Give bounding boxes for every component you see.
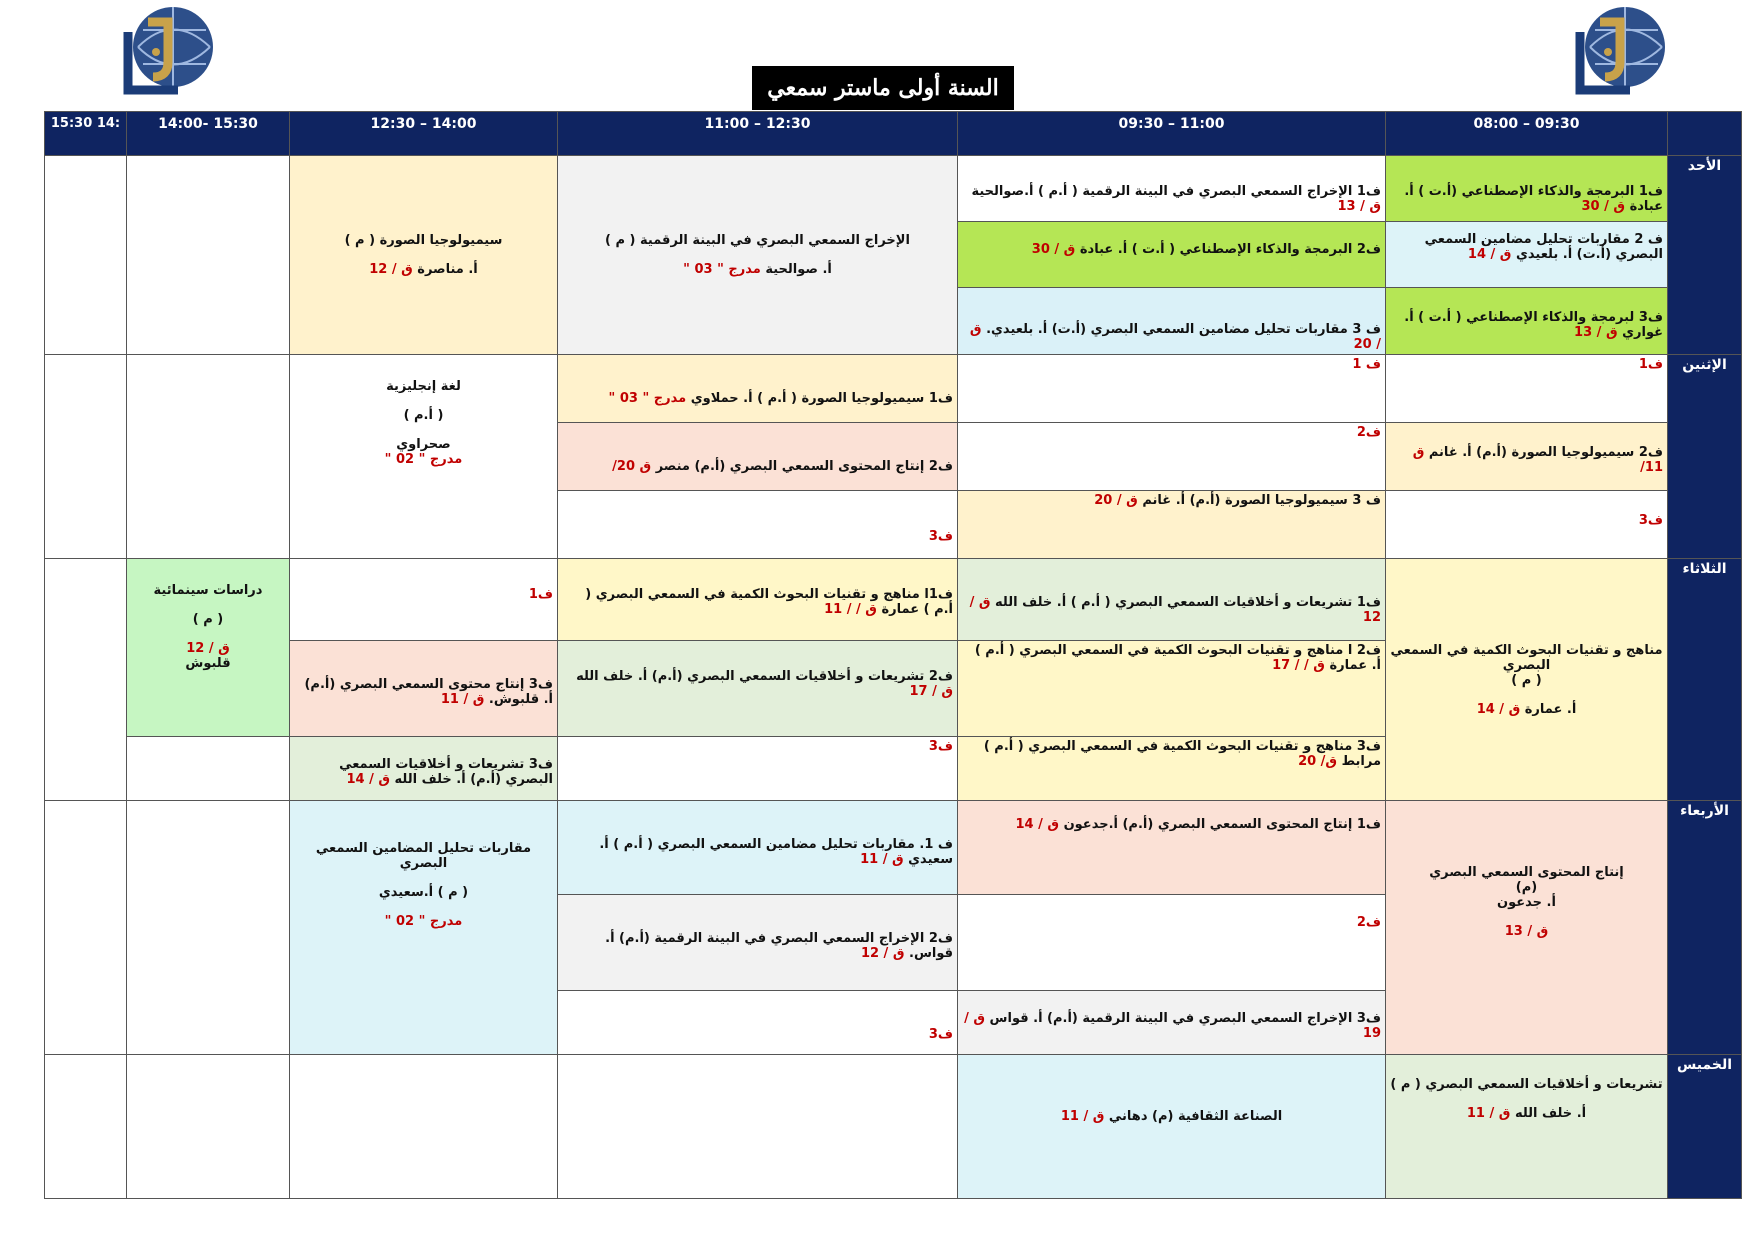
teacher: أ. صوالحية [765, 262, 832, 277]
sun-slot1-group1 [1386, 156, 1668, 222]
sun-slot4-lecture [290, 156, 558, 355]
room: مدرج " 03 " [683, 262, 761, 277]
course-text: الإخراج السمعي البصري في البينة الرقمية ( م ) [605, 233, 910, 248]
tue-slot4-group2 [290, 641, 558, 737]
mon-slot3-group3 [558, 491, 958, 559]
course-text: ف3 إنتاج محتوى السمعي البصري (أ.م) أ. قلبوش. [304, 677, 553, 707]
course-text: مقاربات تحليل المضامين السمعي البصري [315, 841, 532, 871]
day-thursday: الخميس [1668, 1055, 1742, 1199]
course-text: ف2 البرمجة والذكاء الإصطناعي ( أ.ت ) أ. عبادة [1079, 242, 1381, 257]
room: مدرج " 02 " [384, 452, 463, 467]
room: مدرج " 02 " [384, 914, 463, 929]
mon-slot5-empty [127, 355, 290, 559]
course-text: ف2 [1356, 915, 1381, 930]
course-text: ف3 [1638, 513, 1663, 528]
thursday-row [45, 1055, 1742, 1199]
tue-slot3-group2 [558, 641, 958, 737]
room: ق / 12 [969, 595, 1381, 625]
mon-slot1-group2 [1386, 423, 1668, 491]
mon-slot1-group1 [1386, 355, 1668, 423]
sun-slot2-group1 [958, 156, 1386, 222]
mon-slot3-group1 [558, 355, 958, 423]
time-slot-4: 14:00 – 12:30 [290, 112, 558, 156]
wed-slot6-empty [45, 801, 127, 1055]
room: ق 11/ [1412, 445, 1663, 475]
course-text: ف 1. مقاربات تحليل مضامين السمعي البصري ( أ.م ) أ. سعيدي [599, 837, 953, 867]
course-text: ف3 [928, 739, 953, 754]
course-text: ف1 إنتاج المحتوى السمعي البصري (أ.م) أ.جدعون [1063, 817, 1381, 832]
wed-slot2-group1 [958, 801, 1386, 895]
mon-slot2-group2 [958, 423, 1386, 491]
tue-slot5-empty [127, 737, 290, 801]
day-wednesday: الأربعاء [1668, 801, 1742, 1055]
room: ق / 12 [186, 641, 230, 656]
sun-slot2-group2 [958, 222, 1386, 288]
tue-slot4-group3 [290, 737, 558, 801]
thu-slot1-lecture [1386, 1055, 1668, 1199]
room: ق / 11 [1466, 1106, 1511, 1121]
tue-slot3-group3 [558, 737, 958, 801]
course-text: ف1 سيميولوجيا الصورة ( أ.م ) أ. حملاوي [690, 391, 953, 406]
time-slot-2: 11:00 – 09:30 [958, 112, 1386, 156]
tue-slot6-empty [45, 559, 127, 801]
lecture-type: ( م ) [1511, 672, 1542, 688]
room: ق / 13 [1337, 199, 1381, 214]
wed-slot3-group2 [558, 895, 958, 991]
thu-slot2-lecture [958, 1055, 1386, 1199]
thu-slot6-empty [45, 1055, 127, 1199]
course-text: ف3 [928, 529, 953, 544]
room: ق 20/ [612, 459, 652, 474]
university-logo-right [1570, 2, 1670, 102]
sun-slot6-empty [45, 156, 127, 355]
room: ق / 13 [1504, 924, 1549, 939]
mon-slot1-group3 [1386, 491, 1668, 559]
tue-slot1-lecture [1386, 559, 1668, 801]
room: ق / 14 [1467, 247, 1512, 262]
course-text: ف1 [1638, 357, 1663, 372]
tue-slot3-group1 [558, 559, 958, 641]
tue-slot2-group3 [958, 737, 1386, 801]
room: ق / 17 [909, 684, 953, 699]
course-text: لغة إنجليزية [386, 379, 461, 394]
course-text: ف2 [1356, 425, 1381, 440]
wed-slot1-lecture [1386, 801, 1668, 1055]
monday-row-1 [45, 355, 1742, 423]
room: ق / 14 [346, 772, 391, 787]
room: ق / 20 [969, 322, 1381, 352]
room: ق/ 20 [1298, 754, 1338, 769]
wednesday-row-1 [45, 801, 1742, 895]
mon-slot2-group3 [958, 491, 1386, 559]
sun-slot1-group2 [1386, 222, 1668, 288]
course-text: ف 1 [1352, 357, 1381, 372]
course-text: ف1ا مناهج و تقنيات البحوث الكمية في السمعي البصري ( أ.م ) عمارة [585, 587, 953, 617]
course-text: سيميولوجيا الصورة ( م ) [344, 233, 503, 248]
wed-slot2-group2 [958, 895, 1386, 991]
room: ق / 11 [440, 692, 485, 707]
wed-slot3-group1 [558, 801, 958, 895]
teacher: أ. خلف الله [1514, 1106, 1587, 1121]
room: ق / / 17 [1272, 658, 1325, 673]
room: ق / 20 [1094, 493, 1138, 508]
teacher: أ. عمارة [1524, 701, 1577, 717]
lecture-type: ( أ.م ) [403, 408, 444, 423]
course-text: ف2 الإخراج السمعي البصري في البينة الرقمية (أ.م) أ. قواس. [605, 931, 953, 961]
course-text: تشريعات و أخلاقيات السمعي البصري ( م ) [1390, 1077, 1663, 1092]
sun-slot1-group3 [1386, 288, 1668, 355]
room: ق / / 11 [824, 602, 877, 617]
time-slot-5: 15:30 -14:00 [127, 112, 290, 156]
course-text: ف2 ا مناهج و تقنيات البحوث الكمية في السمعي البصري ( أ.م ) أ. عمارة [974, 643, 1381, 673]
course-text: ف3 الإخراج السمعي البصري في البينة الرقمية (أ.م) أ. قواس [989, 1011, 1381, 1026]
page-title: السنة أولى ماستر سمعي [752, 66, 1014, 110]
tuesday-row-1 [45, 559, 1742, 641]
tue-slot2-group2 [958, 641, 1386, 737]
time-header-row [45, 112, 1742, 156]
course-text: ف1 الإخراج السمعي البصري في البينة الرقمية ( أ.م ) أ.صوالحية [971, 184, 1381, 199]
course-text: ف3 مناهج و تقنيات البحوث الكمية في السمعي البصري ( أ.م ) مرابط [983, 739, 1381, 769]
course-text: إنتاج المحتوى السمعي البصري [1429, 865, 1624, 880]
teacher: أ. جدعون [1497, 895, 1556, 910]
room: ق / 30 [1031, 242, 1076, 257]
tue-slot5-lecture [127, 559, 290, 737]
course-text: دراسات سينمائية [153, 583, 263, 598]
time-slot-3: 12:30 – 11:00 [558, 112, 958, 156]
wed-slot4-lecture [290, 801, 558, 1055]
course-text: ف2 تشريعات و أخلاقيات السمعي البصري (أ.م) أ. خلف الله [576, 669, 953, 684]
course-text: ف2 سيميولوجيا الصورة (أ.م) أ. غانم [1428, 445, 1663, 460]
course-text: مناهج و تقنيات البحوث الكمية في السمعي البصري [1390, 642, 1663, 673]
course-text: الصناعة الثقافية (م) دهاني [1108, 1109, 1283, 1124]
tue-slot4-group1 [290, 559, 558, 641]
day-column-header [1668, 112, 1742, 156]
room: ق / 13 [1574, 325, 1618, 340]
time-slot-1: 09:30 – 08:00 [1386, 112, 1668, 156]
thu-slot4-empty [290, 1055, 558, 1199]
day-sunday: الأحد [1668, 156, 1742, 355]
thu-slot3-empty [558, 1055, 958, 1199]
sun-slot2-group3 [958, 288, 1386, 355]
mon-slot2-group1 [958, 355, 1386, 423]
course-text: ف3 [928, 1027, 953, 1042]
course-text: ف2 إنتاج المحتوى السمعي البصري (أ.م) منصر [655, 459, 953, 474]
mon-slot6-empty [45, 355, 127, 559]
mon-slot3-group2 [558, 423, 958, 491]
wed-slot3-group3 [558, 991, 958, 1055]
course-text: ف1 تشريعات و أخلاقيات السمعي البصري ( أ.م ) أ. خلف الله [995, 595, 1381, 610]
course-text: ف 2 مقاربات تحليل مضامين السمعي البصري (أ.ت) أ. بلعيدي [1424, 232, 1663, 262]
room: مدرج " 03 " [608, 391, 687, 406]
course-text: ف 3 سيميولوجيا الصورة (أ.م) أ. غانم [1142, 493, 1381, 508]
course-text: ف1 البرمجة والذكاء الإصطناعي (أ.ت ) أ. عبادة [1404, 184, 1663, 214]
course-text: ف3 لبرمجة والذكاء الإصطناعي ( أ.ت ) أ. غواري [1404, 310, 1663, 340]
sun-slot3-lecture [558, 156, 958, 355]
room: ق / 11 [860, 852, 904, 867]
sunday-row-1 [45, 156, 1742, 222]
teacher: صحراوي [396, 437, 451, 452]
room: ق / 12 [369, 262, 413, 277]
room: ق / 14 [1015, 817, 1060, 832]
teacher: قلبوش [185, 656, 231, 671]
day-tuesday: الثلاثاء [1668, 559, 1742, 801]
thu-slot5-empty [127, 1055, 290, 1199]
course-text: ف3 تشريعات و أخلاقيات السمعي البصري (أ.م) أ. خلف الله [339, 757, 553, 787]
sun-slot5-empty [127, 156, 290, 355]
mon-slot4-lecture [290, 355, 558, 559]
teacher: أ. مناصرة [417, 262, 478, 277]
time-slot-6: :14 15:30 [45, 112, 127, 156]
timetable [44, 111, 1742, 1199]
course-text: ف 3 مقاربات تحليل مضامين السمعي البصري (أ.ت) أ. بلعيدي. [986, 322, 1381, 337]
university-logo-left [118, 2, 218, 102]
lecture-type: (م) [1515, 880, 1538, 895]
room: ق / 11 [1060, 1109, 1105, 1124]
day-monday: الإثنين [1668, 355, 1742, 559]
wed-slot5-empty [127, 801, 290, 1055]
room: ق / 19 [964, 1011, 1381, 1041]
room: ق / 12 [860, 946, 905, 961]
lecture-type: ( م ) [192, 612, 224, 627]
wed-slot2-group3 [958, 991, 1386, 1055]
room: ق / 14 [1476, 701, 1521, 717]
room: ق / 30 [1581, 199, 1626, 214]
course-text: ف1 [528, 587, 553, 602]
teacher: ( م ) أ.سعيدي [378, 885, 469, 900]
tue-slot2-group1 [958, 559, 1386, 641]
